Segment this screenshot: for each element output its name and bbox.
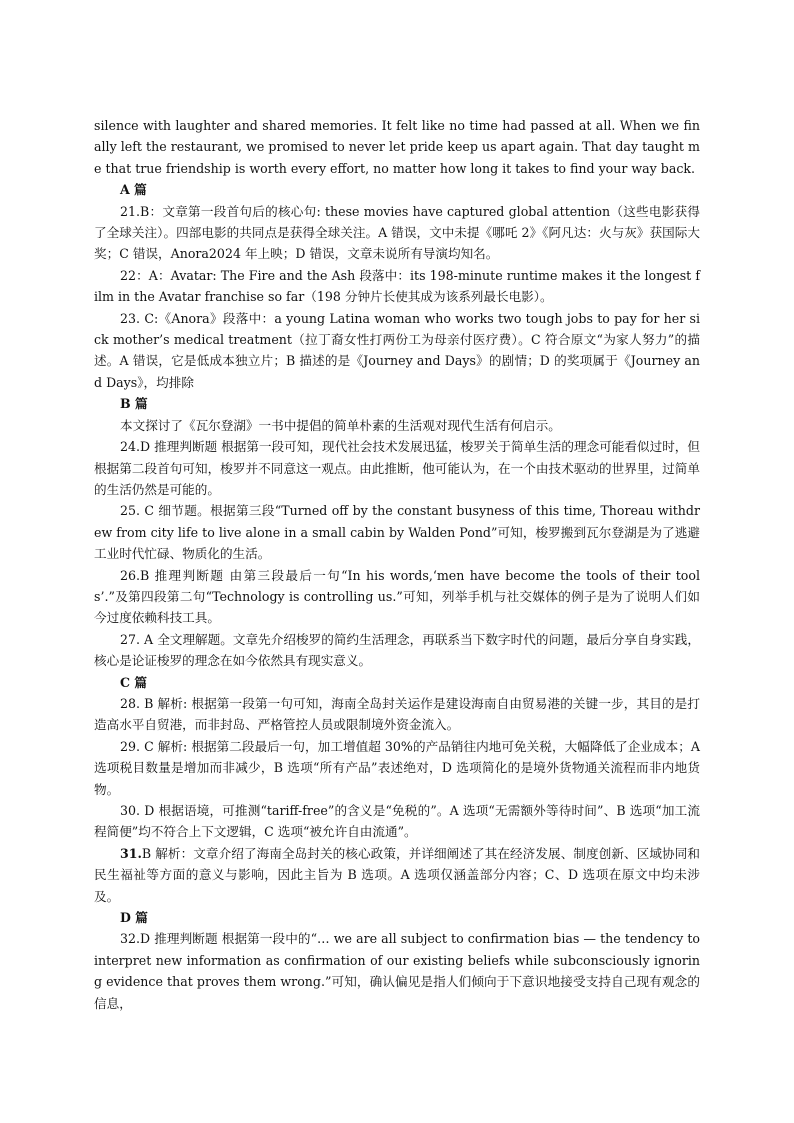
answer-paragraph: 22：A：Avatar: The Fire and the Ash 段落中：its 198-minute runtime makes it the longest film in the Avatar franchise so far（198 分钟片长使其成为该系列最长电影）。 xyxy=(94,267,700,305)
answer-paragraph: silence with laughter and shared memories. It felt like no time had passed at all. When we finally left the restaurant, we promised to never let pride keep us apart again. That day taught me that true friendship is worth every effort, no matter how long it takes to find your way back. xyxy=(94,118,700,176)
answer-paragraph: 29. C 解析: 根据第二段最后一句，加工增值超 30%的产品销往内地可免关税，大幅降低了企业成本；A 选项税目数量是增加而非减少，B 选项“所有产品”表述绝对，D 选项简化的是境外货物通关流程而非内地货物。 xyxy=(94,738,700,797)
section-heading: B 篇 xyxy=(120,396,148,412)
answer-paragraph: 27. A 全文理解题。文章先介绍梭罗的简约生活理念，再联系当下数字时代的问题，最后分享自身实践，核心是论证梭罗的理念在如今依然具有现实意义。 xyxy=(94,631,700,669)
answer-paragraph: 28. B 解析: 根据第一段第一句可知，海南全岛封关运作是建设海南自由贸易港的关键一步，其目的是打造高水平自贸港，而非封岛、严格管控人员或限制境外资金流入。 xyxy=(94,695,700,733)
answer-paragraph: 30. D 根据语境，可推测“tariff-free”的含义是“免税的”。A 选项“无需额外等待时间”、B 选项“加工流程简便”均不符合上下文逻辑，C 选项“被允许自由流通”。 xyxy=(94,803,700,840)
section-heading: C 篇 xyxy=(120,674,148,690)
answer-paragraph: 26.B 推理判断题 由第三段最后一句“In his words,‘men have become the tools of their tools’.”及第四段第二句“Technology is controlling us.”可知，列举手机与社交媒体的例子是为了说明人们如今过度依赖科技工具。 xyxy=(94,567,700,626)
section-heading: D 篇 xyxy=(120,910,148,926)
section-heading: A 篇 xyxy=(120,182,147,198)
answer-paragraph: 32.D 推理判断题 根据第一段中的“… we are all subject to confirmation bias — the tendency to interpret new information as confirmation of our existing beliefs while subconsciously ignoring evidence that proves them wrong.”可知，确认偏见是指人们倾向于下意识地接受支持自己现有观念的信息， xyxy=(94,931,700,1011)
question-number: 31. xyxy=(120,845,142,861)
answer-paragraph xyxy=(94,843,700,907)
answer-paragraph: 本文探讨了《瓦尔登湖》一书中提倡的简单朴素的生活观对现代生活有何启示。 xyxy=(120,417,561,433)
answer-paragraph: 23. C:《Anora》段落中：a young Latina woman who works two tough jobs to pay for her sick mother’s medical treatment（拉丁裔女性打两份工为母亲付医疗费）。C 符合原文“为家人努力”的描述。A 错误，它是低成本独立片；B 描述的是《Journey and Days》的剧情；D 的奖项属于《Journey and Days》，均排除 xyxy=(94,310,700,390)
paragraph-text: B 解析：文章介绍了海南全岛封关的核心政策，并详细阐述了其在经济发展、制度创新、区域协同和民生福祉等方面的意义与影响，因此主旨为 B 选项。A 选项仅涵盖部分内容；C、D 选项在原文中均未涉及。 xyxy=(94,845,700,904)
document-page xyxy=(94,115,700,1014)
answer-paragraph: 21.B：文章第一段首句后的核心句: these movies have captured global attention（这些电影获得了全球关注）。四部电影的共同点是获得全球关注。A 错误，文中未提《哪吒 2》《阿凡达：火与灰》获国际大奖；C 错误，Anora2024 年上映；D 错误，文章未说所有导演均知名。 xyxy=(94,203,700,262)
answer-paragraph: 25. C 细节题。根据第三段“Turned off by the constant busyness of this time, Thoreau withdrew from city life to live alone in a small cabin by Walden Pond”可知，梭罗搬到瓦尔登湖是为了逃避工业时代忙碌、物质化的生活。 xyxy=(94,503,700,562)
answer-paragraph: 24.D 推理判断题 根据第一段可知，现代社会技术发展迅猛，梭罗关于简单生活的理念可能看似过时，但根据第二段首句可知，梭罗并不同意这一观点。由此推断，他可能认为，在一个由技术驱动的世界里，过简单的生活仍然是可能的。 xyxy=(94,439,700,497)
